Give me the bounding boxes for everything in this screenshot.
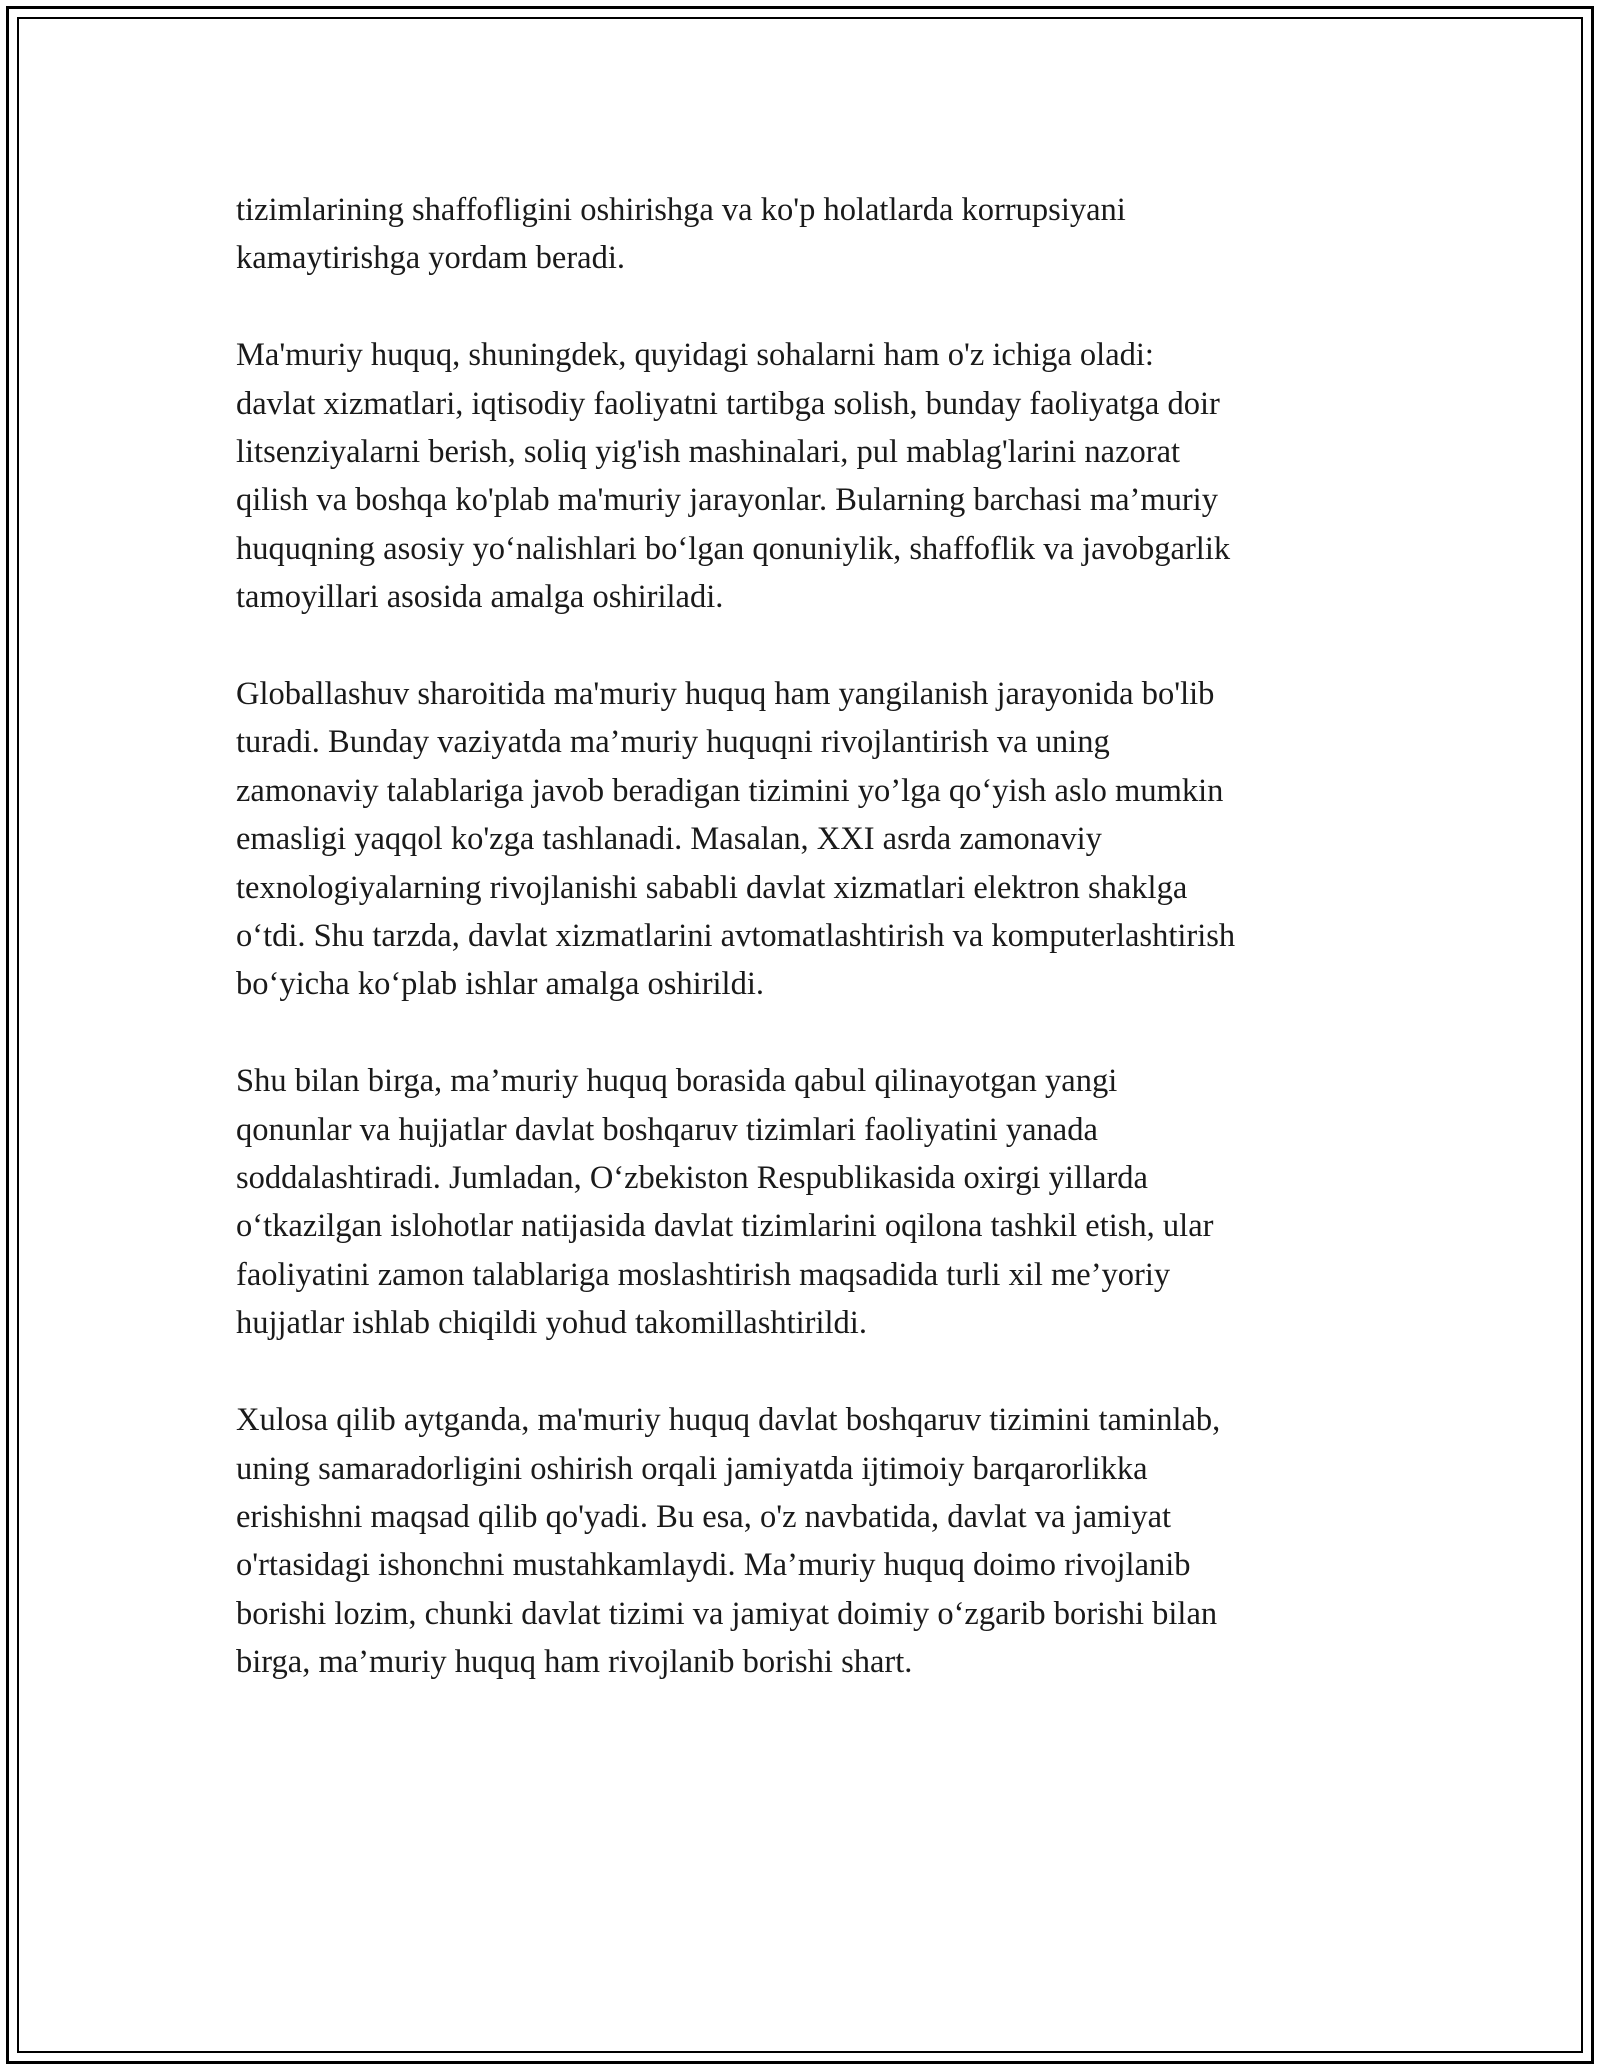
text-line: qilish va boshqa ko'plab ma'muriy jarayonlar. Bularning barchasi ma’muriy	[236, 482, 1218, 519]
text-line: turadi. Bunday vaziyatda ma’muriy huquqni rivojlantirish va uning	[236, 724, 1110, 761]
text-line: borishi lozim, chunki davlat tizimi va jamiyat doimiy o‘zgarib borishi bilan	[236, 1595, 1218, 1632]
text-line: o‘tdi. Shu tarzda, davlat xizmatlarini avtomatlashtirish va komputerlashtirish	[236, 918, 1236, 955]
paragraph-1	[236, 186, 1376, 283]
text-line: Ma'muriy huquq, shuningdek, quyidagi sohalarni ham o'z ichiga oladi:	[236, 337, 1154, 374]
text-line: o'rtasidagi ishonchni mustahkamlaydi. Ma’muriy huquq doimo rivojlanib	[236, 1547, 1191, 1584]
text-line: tamoyillari asosida amalga oshiriladi.	[236, 579, 724, 616]
text-line: Shu bilan birga, ma’muriy huquq borasida qabul qilinayotgan yangi	[236, 1063, 1118, 1100]
text-line: huquqning asosiy yo‘nalishlari bo‘lgan qonuniylik, shaffoflik va javobgarlik	[236, 530, 1231, 567]
text-line: erishishni maqsad qilib qo'yadi. Bu esa, o'z navbatida, davlat va jamiyat	[236, 1498, 1172, 1535]
text-line: birga, ma’muriy huquq ham rivojlanib borishi shart.	[236, 1644, 913, 1681]
text-line: qonunlar va hujjatlar davlat boshqaruv tizimlari faoliyatini yanada	[236, 1111, 1098, 1148]
text-line: tizimlarining shaffofligini oshirishga va ko'p holatlarda korrupsiyani	[236, 192, 1126, 228]
paragraph-2	[236, 331, 1376, 621]
text-line: litsenziyalarni berish, soliq yig'ish mashinalari, pul mablag'larini nazorat	[236, 434, 1181, 471]
text-line: Globallashuv sharoitida ma'muriy huquq ham yangilanish jarayonida bo'lib	[236, 676, 1215, 713]
paragraph-3	[236, 670, 1376, 1009]
paragraph-5	[236, 1396, 1376, 1686]
text-line: kamaytirishga yordam beradi.	[236, 240, 625, 277]
text-line: Xulosa qilib aytganda, ma'muriy huquq davlat boshqaruv tizimini taminlab,	[236, 1402, 1221, 1439]
text-line: o‘tkazilgan islohotlar natijasida davlat tizimlarini oqilona tashkil etish, ular	[236, 1208, 1214, 1245]
text-line: soddalashtiradi. Jumladan, O‘zbekiston Respublikasida oxirgi yillarda	[236, 1160, 1148, 1197]
text-line: hujjatlar ishlab chiqildi yohud takomillashtirildi.	[236, 1305, 867, 1342]
text-line: emasligi yaqqol ko'zga tashlanadi. Masalan, XXI asrda zamonaviy	[236, 821, 1102, 858]
text-line: uning samaradorligini oshirish orqali jamiyatda ijtimoiy barqarorlikka	[236, 1450, 1148, 1487]
text-line: texnologiyalarning rivojlanishi sababli davlat xizmatlari elektron shaklga	[236, 869, 1188, 906]
document-body	[236, 186, 1376, 1735]
text-line: faoliyatini zamon talablariga moslashtirish maqsadida turli xil me’yoriy	[236, 1256, 1171, 1293]
text-line: zamonaviy talablariga javob beradigan tizimini yo’lga qo‘yish aslo mumkin	[236, 772, 1224, 809]
text-line: bo‘yicha ko‘plab ishlar amalga oshirildi.	[236, 966, 764, 1003]
text-line: davlat xizmatlari, iqtisodiy faoliyatni tartibga solish, bunday faoliyatga doir	[236, 385, 1220, 422]
paragraph-4	[236, 1057, 1376, 1347]
